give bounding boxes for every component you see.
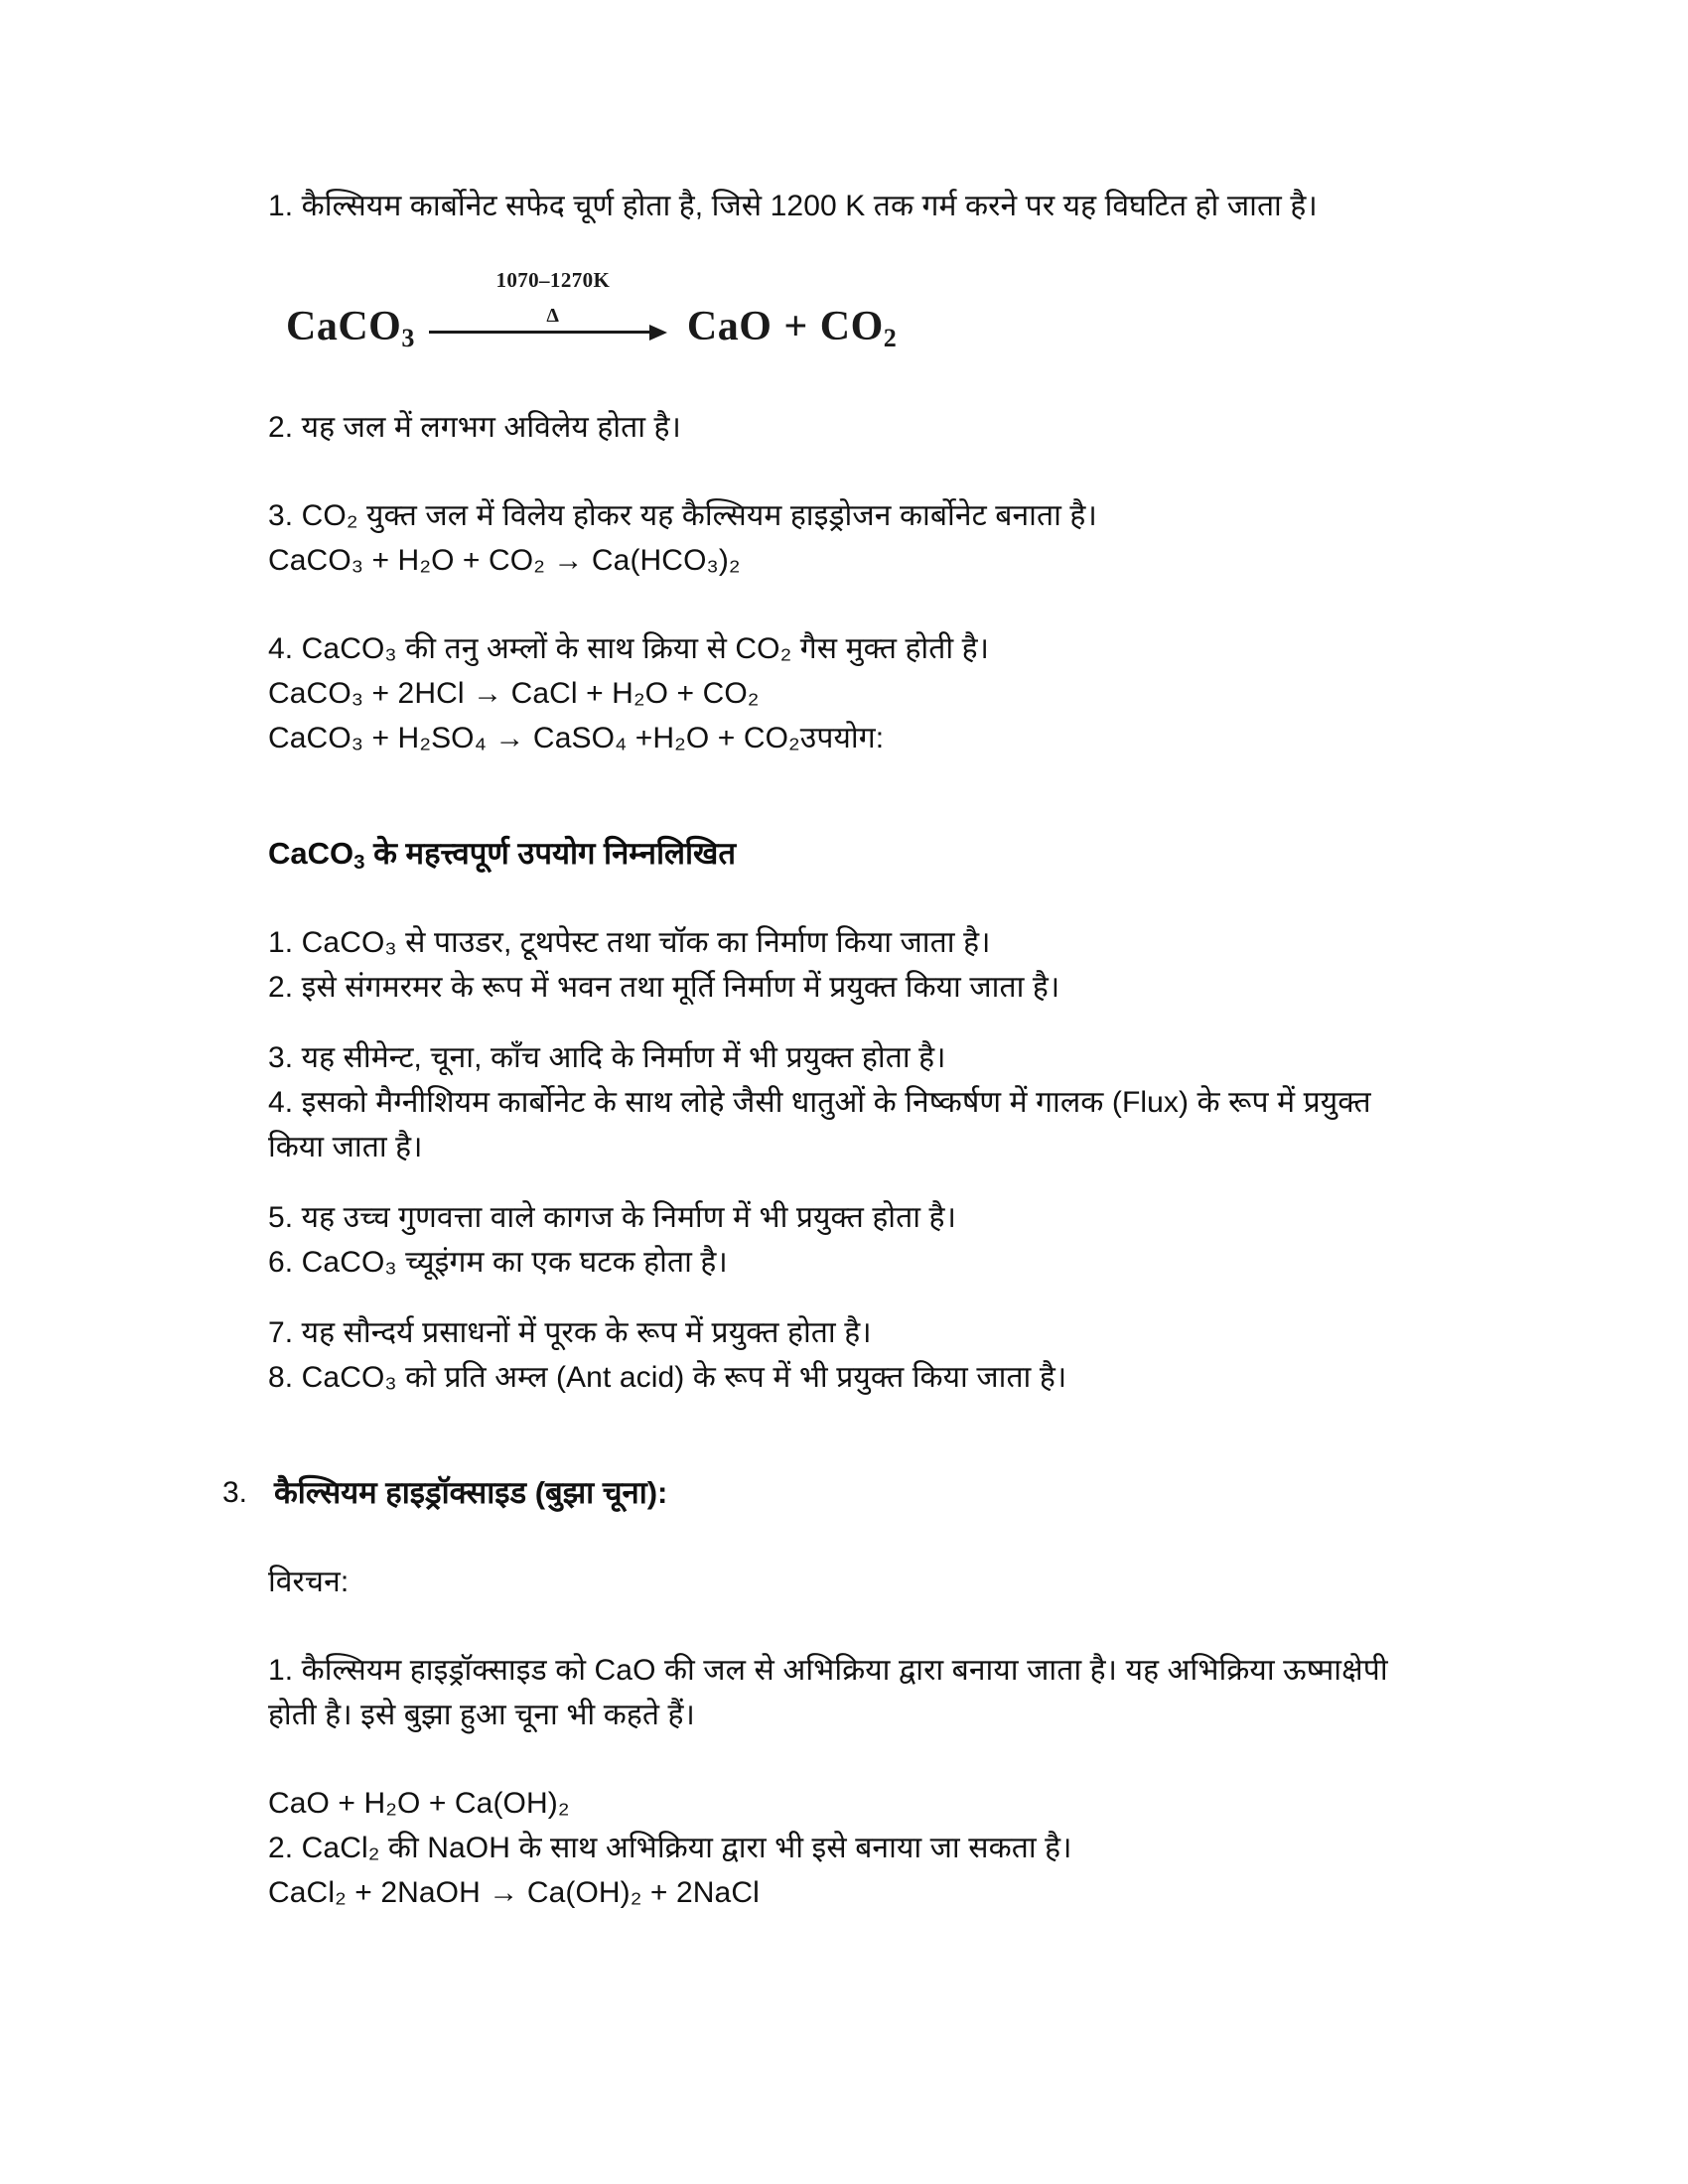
equation-plus-sign: + [783,304,808,349]
uses-item-6: 6. CaCO₃ च्यूइंगम का एक घटक होता है। [268,1245,728,1279]
decomposition-equation-figure [268,268,1435,353]
section-3-number: 3. [222,1475,248,1509]
reaction-arrow [429,268,677,341]
section-3-subheading: विरचन: [268,1565,350,1598]
paragraph-1: 1. कैल्सियम कार्बोनेट सफेद चूर्ण होता है, जिसे 1200 K तक गर्म करने पर यह विघटित हो जाता है। [268,190,1318,222]
equation-reactant-subscript: 3 [401,324,415,353]
equation-product-2 [819,304,898,353]
equation-reactant [286,304,415,353]
uses-item-1: 1. CaCO₃ से पाउडर, टूथपेस्ट तथा चॉक का निर्माण किया जाता है। [268,925,991,959]
uses-heading [268,832,1435,877]
section-3-point-1: 1. कैल्सियम हाइड्रॉक्साइड को CaO की जल से अभिक्रिया द्वारा बनाया जाता है। यह अभिक्रिया ऊष्माक्षेपी होती है। इसे बुझा हुआ चूना भी कहते हैं। [268,1653,1388,1731]
uses-item-8: 8. CaCO₃ को प्रति अम्ल (Ant acid) के रूप में भी प्रयुक्त किया जाता है। [268,1360,1067,1394]
paragraph-2: 2. यह जल में लगभग अविलेय होता है। [268,411,682,444]
paragraph-4-equation-2: CaCO₃ + H₂SO₄ → CaSO₄ +H₂O + CO₂उपयोग: [268,722,885,754]
equation-product-1: CaO [686,304,773,349]
uses-item-5: 5. यह उच्च गुणवत्ता वाले कागज के निर्माण में भी प्रयुक्त होता है। [268,1200,957,1234]
section-3-point-2: 2. CaCl₂ की NaOH के साथ अभिक्रिया द्वारा भी इसे बनाया जा सकता है। [268,1831,1072,1864]
paragraph-4: 4. CaCO₃ की तनु अम्लों के साथ क्रिया से CO₂ गैस मुक्त होती है। [268,632,990,665]
spacer [268,1737,1435,1781]
uses-item-2: 2. इसे संगमरमर के रूप में भवन तथा मूर्ति निर्माण में प्रयुक्त किया जाता है। [268,970,1060,1004]
paragraph-4-equation-1: CaCO₃ + 2HCl → CaCl + H₂O + CO₂ [268,677,760,710]
uses-heading-formula-subscript: 3 [353,851,365,875]
equation-reactant-text: CaCO [286,304,402,349]
spacer [268,1010,1435,1035]
uses-item-7: 7. यह सौन्दर्य प्रसाधनों में पूरक के रूप में प्रयुक्त होता है। [268,1315,872,1349]
spacer [268,1285,1435,1310]
arrow-head-icon [649,325,667,341]
spacer [268,347,1435,405]
uses-heading-text: के महत्त्वपूर्ण उपयोग निम्नलिखित [364,836,737,871]
arrow-condition-delta: Δ [546,305,560,327]
spacer [268,228,1435,286]
spacer [268,450,1435,493]
equation-product-2-subscript: 2 [883,324,898,353]
arrow-shaft [429,331,655,334]
section-3-equation-2: CaCl₂ + 2NaOH → Ca(OH)₂ + 2NaCl [268,1875,760,1909]
spacer [268,760,1435,832]
spacer [268,583,1435,626]
uses-item-3: 3. यह सीमेन्ट, चूना, काँच आदि के निर्माण में भी प्रयुक्त होता है। [268,1040,946,1074]
section-3-heading [222,1471,1435,1516]
uses-item-4: 4. इसको मैग्नीशियम कार्बोनेट के साथ लोहे जैसी धातुओं के निष्कर्षण में गालक (Flux) के रूप में प्रयुक्त किया जाता है। [268,1085,1371,1163]
spacer [268,1516,1435,1560]
arrow-condition-temperature: 1070–1270K [495,268,611,292]
section-3-equation-1: CaO + H₂O + Ca(OH)₂ [268,1786,570,1820]
paragraph-3-equation: CaCO₃ + H₂O + CO₂ → Ca(HCO₃)₂ [268,544,741,577]
spacer [268,1604,1435,1648]
uses-heading-formula: CaCO [268,836,354,871]
section-3-title: कैल्सियम हाइड्रॉक्साइड (बुझा चूना): [274,1474,668,1510]
spacer [268,1169,1435,1195]
spacer [268,877,1435,920]
paragraph-3: 3. CO₂ युक्त जल में विलेय होकर यह कैल्सियम हाइड्रोजन कार्बोनेट बनाता है। [268,499,1097,532]
spacer [268,1400,1435,1471]
equation-product-2-text: CO [819,304,884,349]
